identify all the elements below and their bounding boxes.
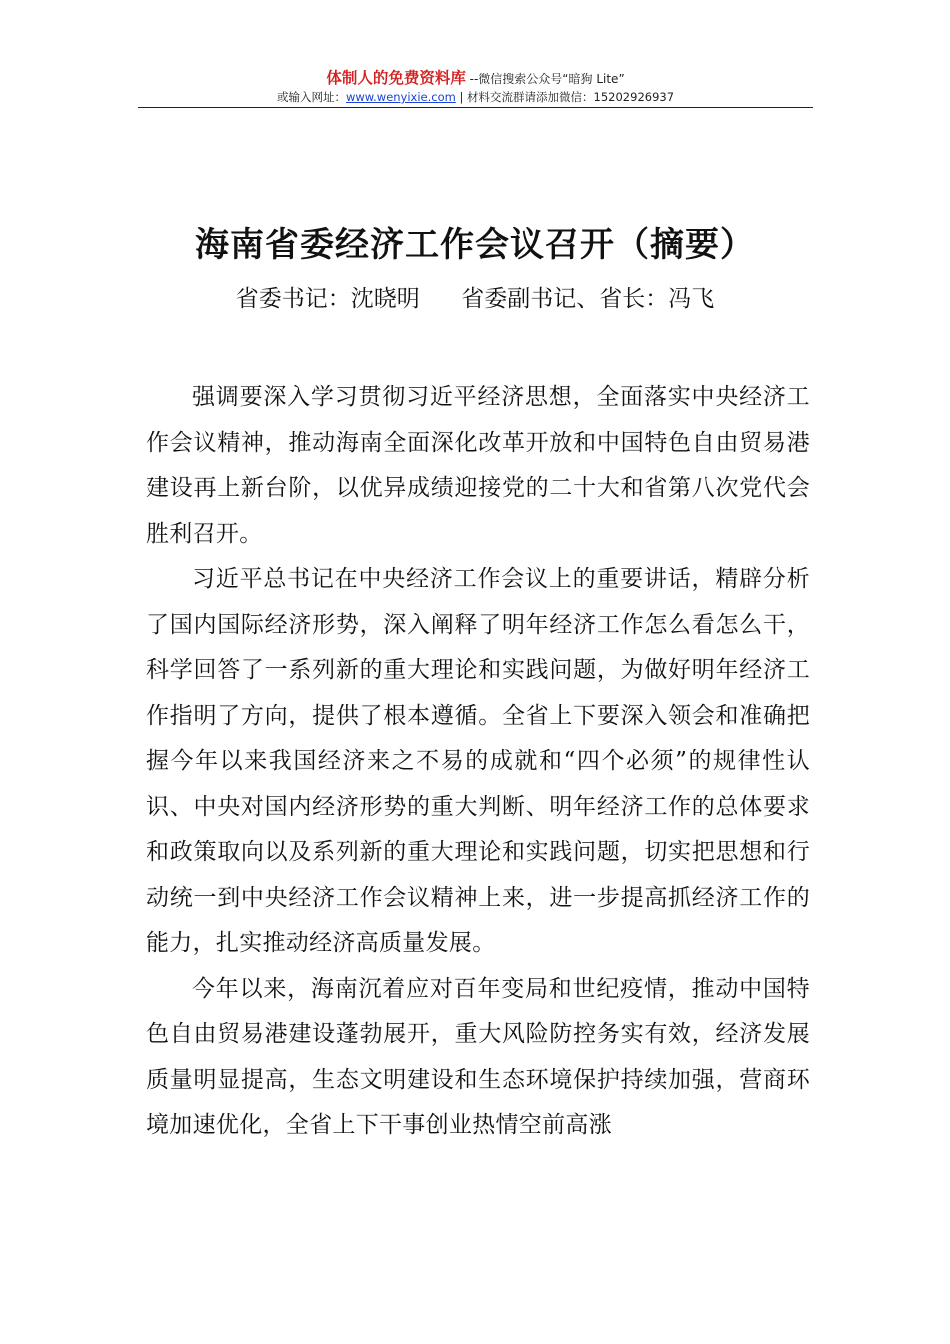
- document-title: 海南省委经济工作会议召开（摘要）: [195, 225, 755, 265]
- website-link[interactable]: www.wenyixie.com: [345, 90, 456, 104]
- paragraph: 强调要深入学习贯彻习近平经济思想，全面落实中央经济工作会议精神，推动海南全面深化改革开放和中国特色自由贸易港建设再上新台阶，以优异成绩迎接党的二十大和省第八次党代会胜利召开。: [146, 384, 810, 547]
- page-header: [138, 68, 813, 105]
- paragraph: 今年以来，海南沉着应对百年变局和世纪疫情，推动中国特色自由贸易港建设蓬勃展开，重大风险防控务实有效，经济发展质量明显提高，生态文明建设和生态环境保护持续加强，营商环境加速优化，全省上下干事创业热情空前高涨: [146, 975, 810, 1138]
- header-divider: [138, 107, 813, 108]
- header-contact-line: [138, 89, 813, 105]
- document-body: [146, 375, 810, 1149]
- paragraph: 习近平总书记在中央经济工作会议上的重要讲话，精辟分析了国内国际经济形势，深入阐释了明年经济工作怎么看怎么干，科学回答了一系列新的重大理论和实践问题，为做好明年经济工作指明了方向，提供了根本遵循。全省上下要深入领会和准确把握今年以来我国经济来之不易的成就和“四个必须”的规律性认识、中央对国内经济形势的重大判断、明年经济工作的总体要求和政策取向以及系列新的重大理论和实践问题，切实把思想和行动统一到中央经济工作会议精神上来，进一步提高抓经济工作的能力，扎实推动经济高质量发展。: [146, 566, 810, 956]
- document-subtitle: 省委书记：沈晓明 省委副书记、省长：冯飞: [235, 286, 715, 312]
- url-prefix: 或输入网址：: [276, 90, 346, 104]
- brand-name: 体制人的免费资料库: [326, 69, 466, 87]
- header-banner: [138, 68, 813, 89]
- header-tagline: --微信搜索公众号“暗狗 Lite”: [465, 72, 625, 86]
- contact-info: | 材料交流群请添加微信：15202926937: [455, 90, 675, 104]
